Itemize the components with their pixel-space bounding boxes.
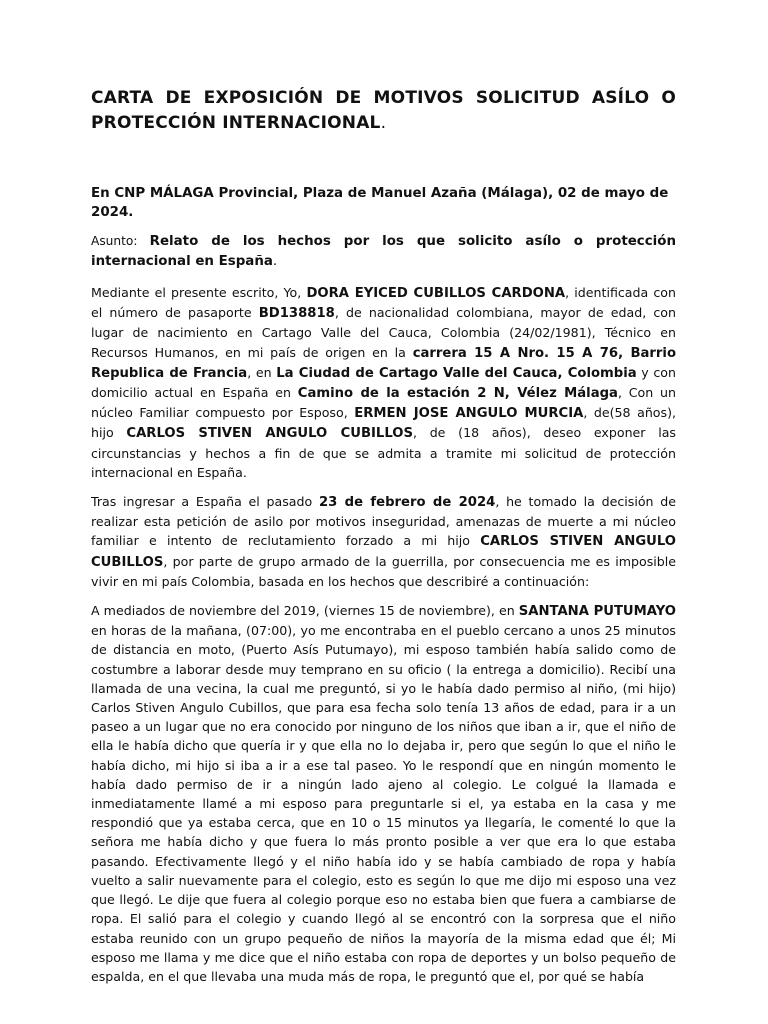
- document-page: [91, 86, 676, 996]
- title-period: .: [380, 113, 387, 133]
- place-date: En CNP MÁLAGA Provincial, Plaza de Manuel Azaña (Málaga), 02 de mayo de 2024.: [91, 186, 669, 220]
- asunto-period: .: [272, 253, 278, 269]
- place-name: SANTANA PUTUMAYO: [518, 604, 676, 620]
- passport-number: BD138818: [258, 306, 335, 322]
- son-name: CARLOS STIVEN ANGULO CUBILLOS: [126, 426, 413, 442]
- son-name: CARLOS STIVEN ANGULO CUBILLOS: [91, 534, 676, 570]
- p1-text: , de nacionalidad colombiana, mayor de edad, con lugar de nacimiento en Cartago Valle del Cauca, Colombia (24/02/1981), Técnico en Recursos Humanos, en mi país de origen en la: [91, 305, 676, 360]
- paragraph-1: [91, 283, 676, 482]
- p1-text: , de (18 años), deseo exponer las circunstancias y hechos a fin de que se admita a tramite mi solicitud de protección internacional en España.: [91, 425, 676, 480]
- p1-text: , identificada con el número de pasaporte: [91, 285, 676, 321]
- document-title: [91, 86, 676, 136]
- title-line-2: PROTECCIÓN INTERNACIONAL: [91, 113, 381, 133]
- p3-text: en horas de la mañana, (07:00), yo me encontraba en el pueblo cercano a unos 25 minutos de distancia en moto, (Puerto Asís Putumayo), mi esposo también había salido como de costumbre a laborar desde muy temprano en su oficio ( la entrega a domicilio). Recibí una llamada de una vecina, la cual me preguntó, si yo le había dado permiso al niño, (mi hijo) Carlos Stiven Angulo Cubillos, que para esa fecha solo tenía 13 años de edad, para ir a un paseo a un lugar que no era conocido por ninguno de los niños que iban a ir, que el niño de ella le había dicho que quería ir y que ella no lo dejaba ir, pero que según lo que el niño le había dicho, mi hijo si iba a ir a ese tal paseo. Yo le respondí que en ningún momento le había dado permiso de ir a ningún lado ajeno al colegio. Le colgué la llamada e inmediatamente llamé a mi esposo para preguntarle si el, ya estaba en la casa y me respondió que ya estaba cerca, que en 10 o 15 minutos ya llegaría, le comenté lo que la señora me había dicho y que fuera lo más pronto posible a ver que era lo que estaba pasando. Efectivamente llegó y el niño había ido y se había cambiado de ropa y había vuelto a salir nuevamente para el colegio, esto es según lo que me dijo mi esposo una vez que llegó. Le dije que fuera al colegio porque eso no estaba bien que fuera a cambiarse de ropa. El salió para el colegio y cuando llegó al se encontró con la sorpresa que el niño estaba reunido con un grupo pequeño de niños la mayoría de la misma edad que él; Mi esposo me llama y me dice que el niño estaba con ropa de deportes y un bolso pequeño de espalda, en el que llevaba una muda más de ropa, le preguntó que el, por qué se había: [91, 623, 676, 984]
- p2-text: , por parte de grupo armado de la guerrilla, por consecuencia me es imposible vivir en mi país Colombia, basada en los hechos que describiré a continuación:: [91, 553, 676, 589]
- entry-date: 23 de febrero de 2024: [318, 495, 496, 511]
- p1-text: , Con un núcleo Familiar compuesto por Esposo,: [91, 385, 676, 421]
- p2-text: , he tomado la decisión de realizar esta petición de asilo por motivos inseguridad, amenazas de muerte a mi núcleo familiar e intento de reclutamiento forzado a mi hijo: [91, 494, 677, 549]
- asunto-text: Relato de los hechos por los que solicito asílo o protección internacional en España: [91, 234, 676, 269]
- paragraph-3: [91, 601, 676, 986]
- current-address: Camino de la estación 2 N, Vélez Málaga: [297, 386, 618, 402]
- paragraph-2: [91, 492, 676, 591]
- title-line-1: CARTA DE EXPOSICIÓN DE MOTIVOS SOLICITUD ASÍLO O: [91, 88, 676, 108]
- p1-text: , en: [247, 364, 277, 380]
- p2-text: Tras ingresar a España el pasado: [91, 494, 319, 510]
- spouse-name: ERMEN JOSE ANGULO MURCIA: [354, 406, 584, 422]
- asunto: [91, 232, 676, 271]
- p1-text: , de(58 años), hijo: [91, 405, 676, 441]
- p3-text: A mediados de noviembre del 2019, (viernes 15 de noviembre), en: [91, 603, 519, 619]
- asunto-label: Asunto:: [91, 234, 150, 248]
- applicant-name: DORA EYICED CUBILLOS CARDONA: [306, 286, 566, 301]
- p1-text: Mediante el presente escrito, Yo,: [91, 285, 307, 300]
- origin-address: carrera 15 A Nro. 15 A 76, Barrio Republica de Francia: [91, 345, 677, 381]
- origin-city: La Ciudad de Cartago Valle del Cauca, Colombia: [276, 365, 637, 381]
- p1-text: y con domicilio actual en España en: [91, 364, 676, 401]
